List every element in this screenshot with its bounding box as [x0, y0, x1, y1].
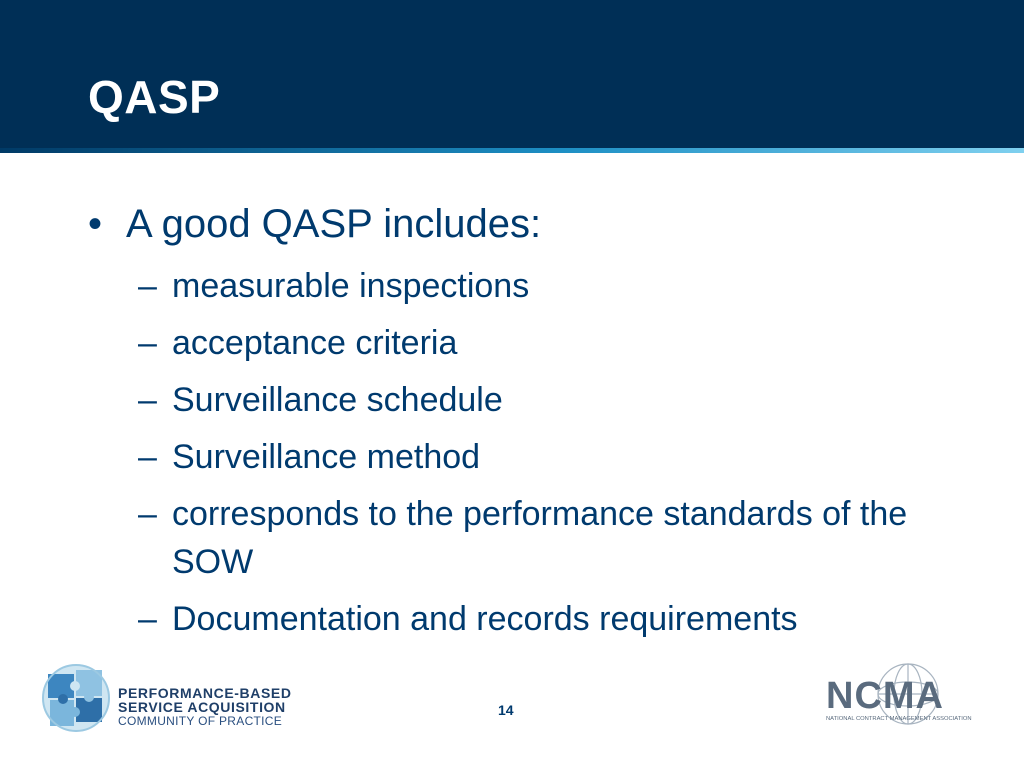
sub-bullet	[138, 595, 938, 643]
pbsa-logo-text	[118, 686, 292, 728]
sub-bullet-list	[138, 262, 938, 652]
sub-bullet	[138, 319, 938, 367]
sub-bullet-text: Documentation and records requirements	[172, 600, 798, 638]
dash: –	[138, 438, 157, 476]
pbsa-line2: SERVICE ACQUISITION	[118, 699, 286, 715]
dash: –	[138, 495, 157, 533]
pbsa-line1: PERFORMANCE-BASED	[118, 685, 292, 701]
sub-bullet-text: corresponds to the performance standards of the SOW	[172, 495, 908, 581]
sub-bullet-text: Surveillance method	[172, 438, 481, 476]
sub-bullet-text: measurable inspections	[172, 267, 530, 305]
sub-bullet	[138, 433, 938, 481]
dash: –	[138, 267, 157, 305]
ncma-logo	[824, 656, 984, 740]
dash: –	[138, 381, 157, 419]
ncma-acronym: NCMA	[826, 675, 944, 717]
page-number: 14	[498, 702, 514, 718]
pbsa-line3: COMMUNITY OF PRACTICE	[118, 714, 283, 728]
sub-bullet-text: acceptance criteria	[172, 324, 458, 362]
bullet-dot: •	[88, 202, 103, 246]
sub-bullet	[138, 376, 938, 424]
title-rule	[0, 148, 1024, 153]
dash: –	[138, 600, 157, 638]
sub-bullet	[138, 262, 938, 310]
slide-title: QASP	[88, 71, 221, 123]
main-bullet	[88, 196, 541, 252]
puzzle-globe-icon	[43, 665, 109, 731]
dash: –	[138, 324, 157, 362]
sub-bullet-text: Surveillance schedule	[172, 381, 503, 419]
main-bullet-text: A good QASP includes:	[126, 202, 542, 246]
ncma-subtitle: NATIONAL CONTRACT MANAGEMENT ASSOCIATION	[826, 716, 972, 722]
sub-bullet	[138, 490, 938, 586]
